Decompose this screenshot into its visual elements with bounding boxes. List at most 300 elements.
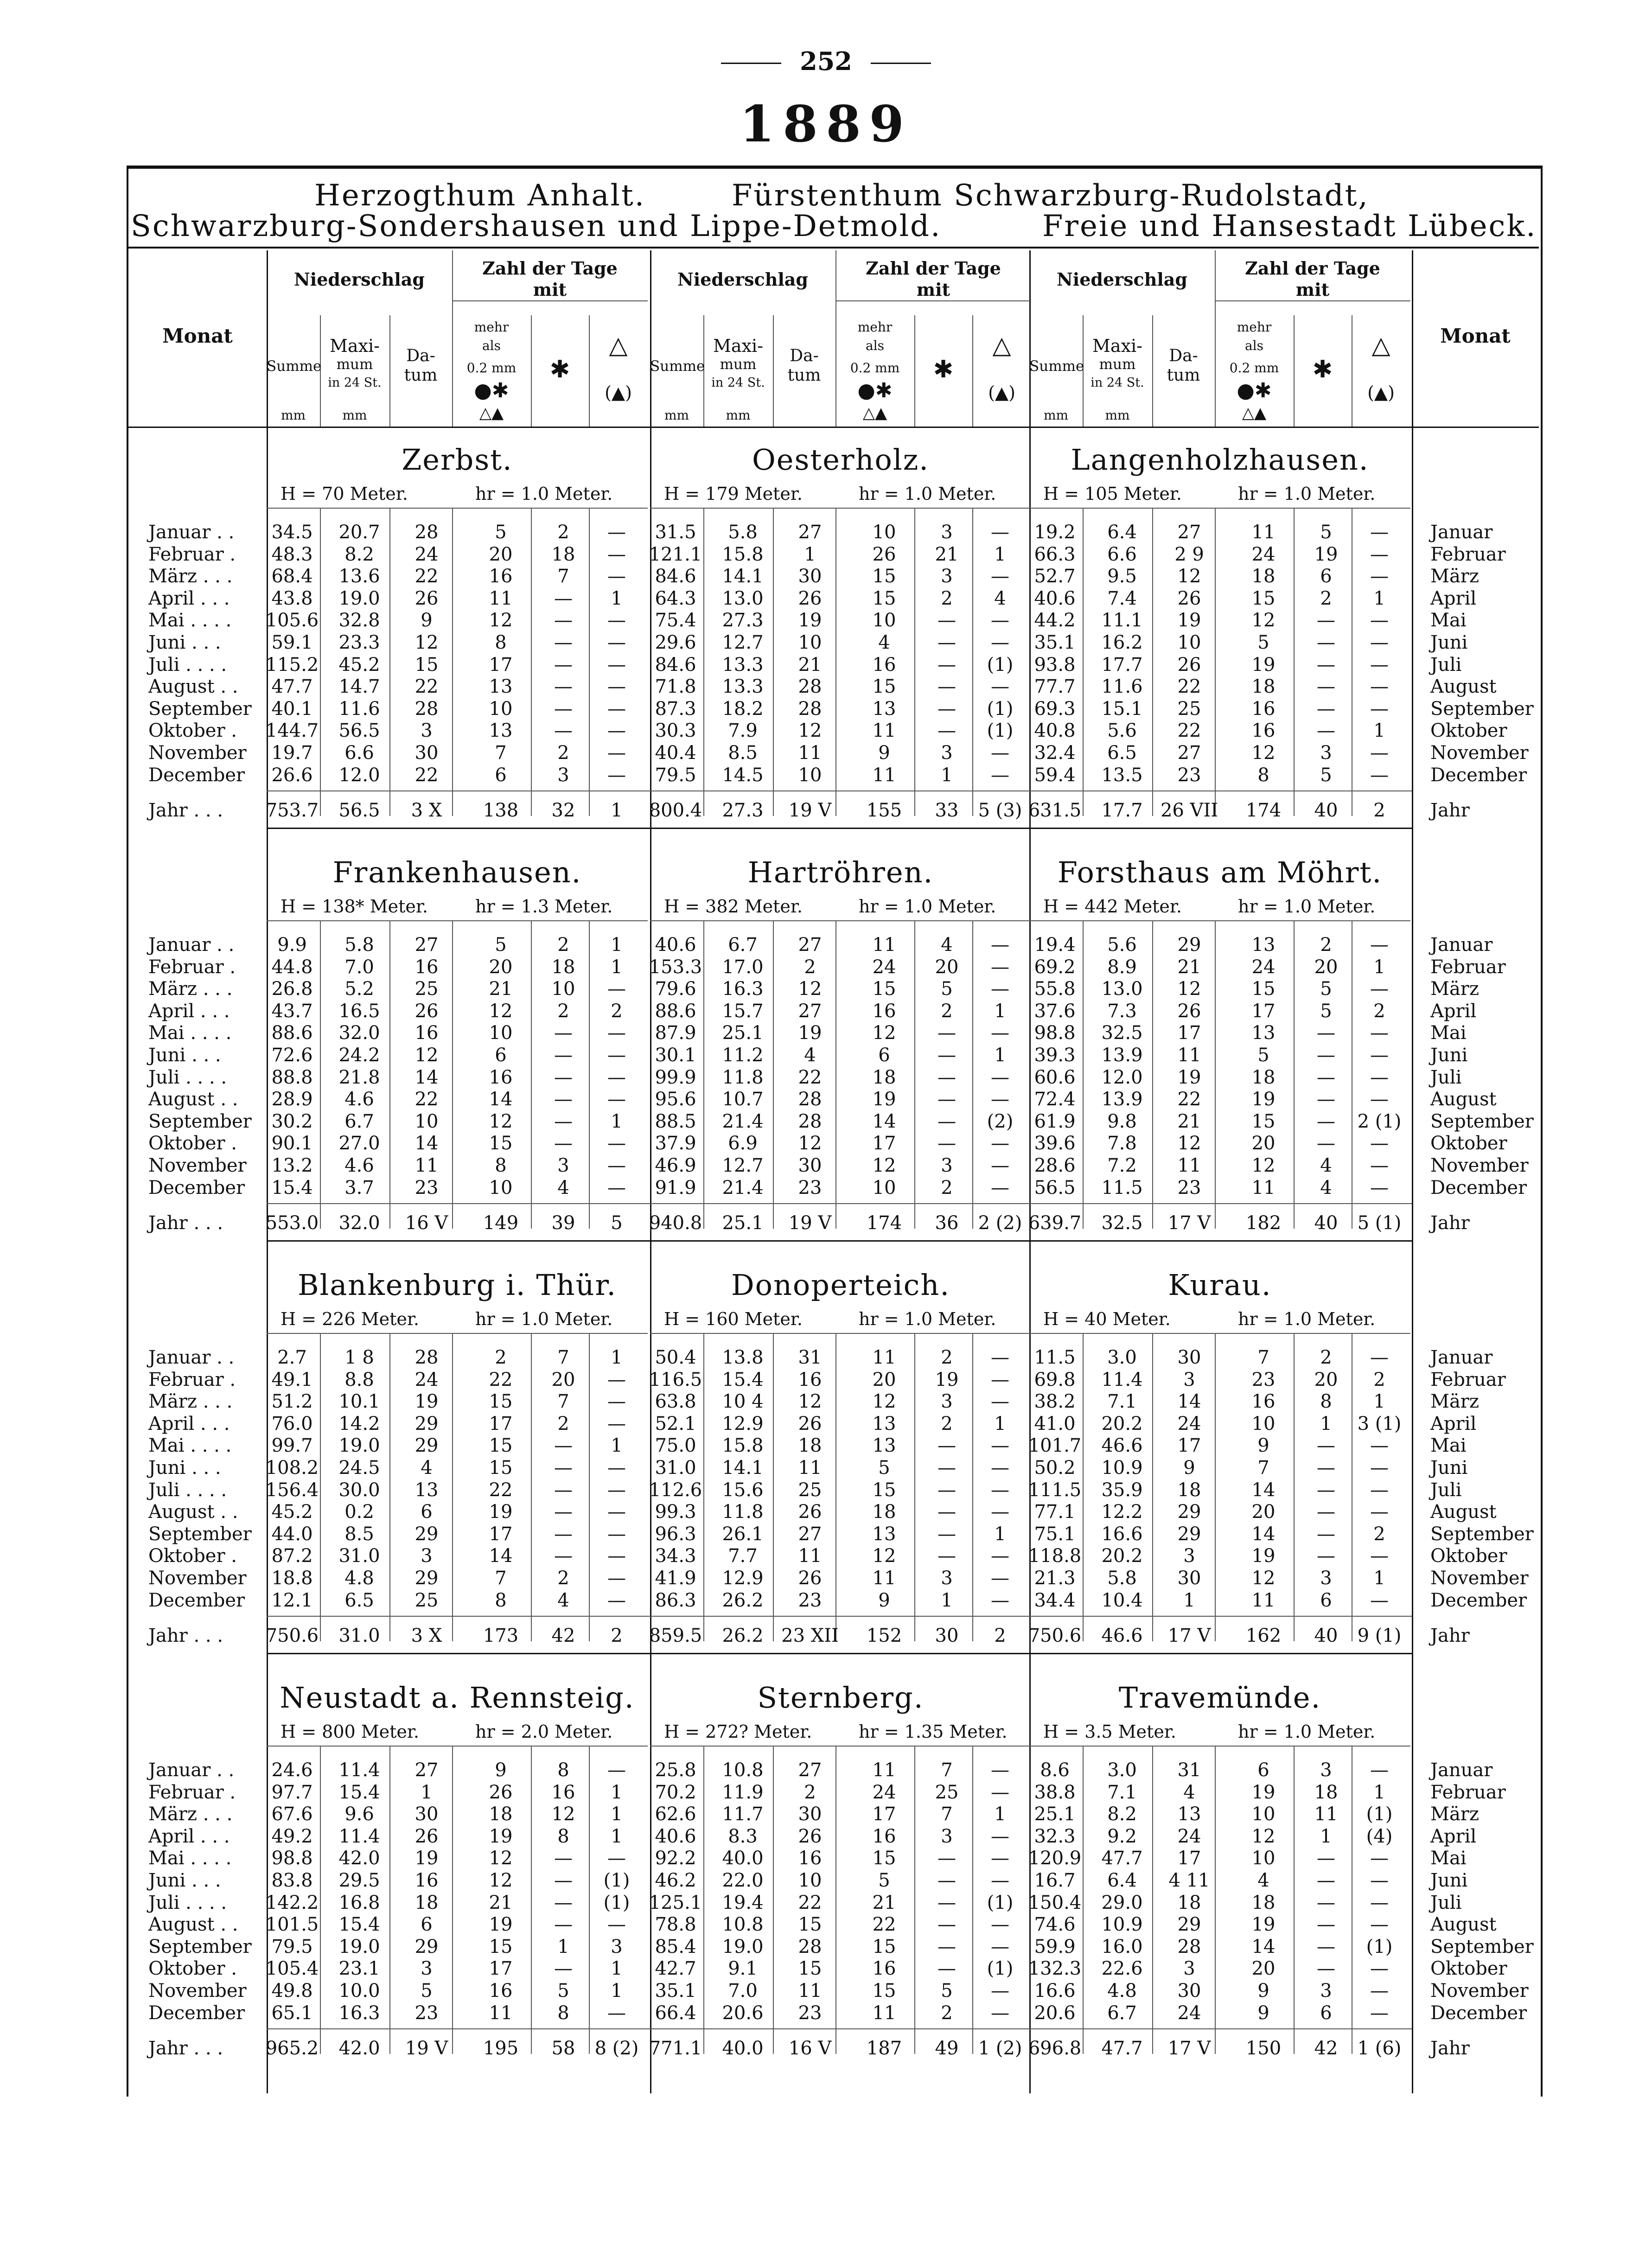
table-cell: 17 xyxy=(872,1133,896,1154)
table-cell: 11.1 xyxy=(1101,610,1143,631)
unit-mm-max: mm xyxy=(726,408,751,423)
table-cell: 19 xyxy=(489,1501,513,1523)
jahr-cell: 33 xyxy=(935,800,959,821)
table-cell: 3.0 xyxy=(1107,1760,1137,1781)
table-cell: 22 xyxy=(489,1479,513,1501)
table-cell: 38.2 xyxy=(1034,1391,1076,1413)
table-cell: 2 xyxy=(1320,934,1332,956)
als-header: als xyxy=(865,338,885,353)
jahr-cell: 26 VII xyxy=(1160,800,1218,821)
table-cell: 125.1 xyxy=(649,1892,702,1913)
jahr-cell: 32.0 xyxy=(338,1212,380,1234)
table-cell: 14 xyxy=(872,1110,896,1132)
table-cell: 6 xyxy=(878,1045,890,1066)
table-cell: 10 xyxy=(798,1870,822,1891)
table-cell: 50.4 xyxy=(655,1347,696,1368)
table-cell: 27 xyxy=(798,934,822,956)
table-cell: 76.0 xyxy=(271,1413,313,1434)
table-cell: 47.7 xyxy=(1101,1848,1143,1869)
table-cell: 26 xyxy=(415,1825,439,1847)
zahl-der-tage-header: Zahl der Tage xyxy=(866,258,1001,279)
table-cell: — xyxy=(607,632,626,653)
table-cell: 52.7 xyxy=(1034,566,1076,587)
table-cell: 120.9 xyxy=(1028,1848,1082,1869)
table-cell: 6.5 xyxy=(1107,742,1137,764)
table-cell: 12 xyxy=(1251,1155,1276,1176)
table-cell: 20.6 xyxy=(722,2002,764,2024)
table-cell: 3 xyxy=(941,1391,953,1413)
table-cell: — xyxy=(991,2002,1009,2024)
table-cell: 29.0 xyxy=(1101,1892,1143,1913)
table-cell: 87.2 xyxy=(271,1545,313,1567)
table-cell: — xyxy=(1370,1347,1389,1368)
table-cell: — xyxy=(1370,1177,1389,1198)
table-cell: 19 xyxy=(1251,1914,1276,1936)
table-cell: — xyxy=(991,978,1009,1000)
jahr-cell: 42 xyxy=(551,1625,575,1646)
table-cell: 68.4 xyxy=(271,566,313,587)
month-label: Juni . . . xyxy=(148,1457,221,1479)
table-cell: 99.3 xyxy=(655,1501,696,1523)
table-cell: 67.6 xyxy=(271,1804,313,1825)
table-cell: — xyxy=(991,1435,1009,1457)
table-cell: 51.2 xyxy=(271,1391,313,1413)
jahr-cell: 32 xyxy=(551,800,575,821)
month-label: Januar . . xyxy=(148,1347,235,1368)
table-cell: 12.0 xyxy=(1101,1066,1143,1088)
table-cell: 21 xyxy=(489,978,513,1000)
mehr-header: mehr xyxy=(1237,319,1272,335)
table-cell: — xyxy=(1370,698,1389,720)
rain-snow-icon: ●✱ xyxy=(857,379,893,402)
table-cell: 42.7 xyxy=(655,1958,696,1980)
jahr-cell: 58 xyxy=(551,2038,575,2059)
table-cell: 75.1 xyxy=(1034,1523,1076,1545)
month-label: Februar . xyxy=(148,1781,236,1803)
table-cell: (4) xyxy=(1366,1825,1393,1847)
table-cell: — xyxy=(554,1958,573,1980)
table-cell: — xyxy=(1370,1045,1389,1066)
table-cell: 11.7 xyxy=(722,1804,764,1825)
table-cell: 11 xyxy=(872,1568,896,1589)
table-cell: 16.5 xyxy=(338,1000,380,1022)
table-cell: 1 xyxy=(941,1589,953,1611)
table-cell: 9.1 xyxy=(728,1958,758,1980)
table-cell: — xyxy=(938,1110,956,1132)
table-cell: 2.7 xyxy=(277,1347,307,1368)
table-cell: — xyxy=(991,1545,1009,1567)
table-cell: 12 xyxy=(415,1045,439,1066)
table-cell: 105.4 xyxy=(265,1958,319,1980)
jahr-cell: 31.0 xyxy=(338,1625,380,1646)
table-cell: 17.0 xyxy=(722,956,764,978)
jahr-cell: 138 xyxy=(483,800,519,821)
table-cell: — xyxy=(607,1501,626,1523)
table-cell: 10.1 xyxy=(338,1391,380,1413)
table-cell: 15.1 xyxy=(1101,698,1143,720)
cell-divider xyxy=(1294,1333,1295,1641)
month-label-right: Oktober xyxy=(1430,1133,1507,1154)
table-cell: 8.2 xyxy=(1107,1804,1137,1825)
table-cell: 10 xyxy=(872,522,896,543)
table-cell: (1) xyxy=(987,698,1014,720)
table-cell: 30.2 xyxy=(271,1110,313,1132)
table-cell: 17 xyxy=(489,1523,513,1545)
table-cell: — xyxy=(1317,1110,1335,1132)
table-cell: 31.0 xyxy=(338,1545,380,1567)
jahr-cell: 40 xyxy=(1314,800,1338,821)
table-cell: 13 xyxy=(872,1435,896,1457)
station-name: Kurau. xyxy=(1168,1268,1272,1302)
table-cell: 18 xyxy=(1251,1066,1276,1088)
table-cell: 30 xyxy=(415,742,439,764)
cell-divider xyxy=(703,508,704,816)
block-separator xyxy=(267,1653,1412,1654)
table-cell: 26.1 xyxy=(722,1523,764,1545)
table-cell: 15 xyxy=(798,1914,822,1936)
table-cell: — xyxy=(991,742,1009,764)
month-label-right: Oktober xyxy=(1430,1958,1507,1980)
table-cell: 26 xyxy=(415,587,439,609)
table-cell: 16.2 xyxy=(1101,632,1143,653)
station-height: H = 382 Meter. xyxy=(664,896,803,917)
table-cell: 7 xyxy=(1257,1457,1269,1479)
table-cell: 14 xyxy=(415,1133,439,1154)
jahr-cell: 174 xyxy=(866,1212,902,1234)
table-cell: 24 xyxy=(872,956,896,978)
table-cell: 8.6 xyxy=(1040,1760,1070,1781)
table-cell: — xyxy=(938,720,956,742)
table-cell: 15 xyxy=(872,1479,896,1501)
month-label: April . . . xyxy=(148,1000,230,1022)
table-cell: 79.5 xyxy=(271,1936,313,1957)
table-cell: 6.7 xyxy=(1107,2002,1137,2024)
table-cell: 40.6 xyxy=(655,1825,696,1847)
table-cell: 2 xyxy=(557,934,569,956)
table-cell: 9.2 xyxy=(1107,1825,1137,1847)
rain-snow-icon: ●✱ xyxy=(1237,379,1272,402)
table-cell: — xyxy=(607,1589,626,1611)
table-cell: — xyxy=(554,1914,573,1936)
month-label: März . . . xyxy=(148,1804,233,1825)
table-cell: 3 xyxy=(611,1936,623,1957)
month-label-right: April xyxy=(1430,1825,1477,1847)
month-label: December xyxy=(148,764,245,786)
table-cell: 16 xyxy=(872,1000,896,1022)
mit-header: mit xyxy=(916,279,950,300)
table-cell: 18 xyxy=(551,956,575,978)
month-label: Juni . . . xyxy=(148,1045,221,1066)
table-cell: 11 xyxy=(1251,1589,1276,1611)
table-cell: 6.7 xyxy=(344,1110,374,1132)
table-cell: 23 xyxy=(415,2002,439,2024)
month-label-right: Mai xyxy=(1430,1435,1467,1457)
table-cell: — xyxy=(991,1781,1009,1803)
table-cell: 101.5 xyxy=(265,1914,319,1936)
table-cell: 11 xyxy=(872,2002,896,2024)
month-label: August . . xyxy=(148,676,238,698)
month-label: November xyxy=(148,1568,247,1589)
table-cell: — xyxy=(938,1066,956,1088)
table-cell: 2 xyxy=(941,1177,953,1198)
jahr-cell: 965.2 xyxy=(265,2038,319,2059)
header-rule xyxy=(128,247,1539,249)
table-cell: 31 xyxy=(798,1347,822,1368)
table-cell: 3 xyxy=(1320,742,1332,764)
table-cell: 77.7 xyxy=(1034,676,1076,698)
jahr-label-right: Jahr xyxy=(1430,800,1470,821)
da-header: Da- xyxy=(790,346,819,365)
table-cell: 4 xyxy=(557,1589,569,1611)
month-label: December xyxy=(148,2002,245,2024)
table-cell: 23 xyxy=(1251,1369,1276,1390)
cell-divider xyxy=(1294,508,1295,816)
table-cell: 60.6 xyxy=(1034,1066,1076,1088)
table-cell: 35.1 xyxy=(1034,632,1076,653)
table-cell: 24.6 xyxy=(271,1760,313,1781)
table-cell: 22 xyxy=(1177,720,1201,742)
table-cell: — xyxy=(1317,1523,1335,1545)
table-cell: 15 xyxy=(872,1848,896,1869)
table-cell: — xyxy=(991,764,1009,786)
table-cell: 12 xyxy=(415,632,439,653)
table-cell: 8.9 xyxy=(1107,956,1137,978)
table-cell: 5 xyxy=(421,1980,433,2002)
unit-mm-max: mm xyxy=(342,408,367,423)
table-cell: 29 xyxy=(415,1435,439,1457)
table-cell: 75.0 xyxy=(655,1435,696,1457)
table-cell: 8.8 xyxy=(344,1369,374,1390)
table-cell: 17 xyxy=(1177,1435,1201,1457)
table-cell: 22 xyxy=(1177,1089,1201,1110)
table-cell: 29 xyxy=(415,1413,439,1434)
table-cell: 12.2 xyxy=(1101,1501,1143,1523)
table-cell: 12 xyxy=(1251,742,1276,764)
month-label-right: März xyxy=(1430,566,1479,587)
table-cell: — xyxy=(938,1545,956,1567)
table-cell: 5.8 xyxy=(1107,1568,1137,1589)
table-cell: 13.9 xyxy=(1101,1089,1143,1110)
table-cell: 90.1 xyxy=(271,1133,313,1154)
table-cell: 23 xyxy=(1177,1177,1201,1198)
table-cell: 16.0 xyxy=(1101,1936,1143,1957)
jahr-cell: 162 xyxy=(1245,1625,1282,1646)
station-header-rule xyxy=(267,920,648,921)
subheader-rule xyxy=(836,300,1031,301)
table-cell: — xyxy=(1370,978,1389,1000)
table-cell: 3 xyxy=(1320,1980,1332,2002)
da-header: Da- xyxy=(406,346,435,365)
table-cell: — xyxy=(1317,1848,1335,1869)
table-cell: 7 xyxy=(941,1804,953,1825)
table-cell: 31.0 xyxy=(655,1457,696,1479)
table-cell: — xyxy=(607,1914,626,1936)
bottom-symbols-icon: △▲ xyxy=(1242,404,1267,422)
table-cell: 1 xyxy=(994,1000,1006,1022)
station-name: Oesterholz. xyxy=(752,443,930,477)
table-cell: 4 xyxy=(878,632,890,653)
jahr-cell: 19 V xyxy=(788,800,832,821)
table-cell: 99.7 xyxy=(271,1435,313,1457)
table-cell: 16 xyxy=(415,956,439,978)
table-cell: — xyxy=(1317,720,1335,742)
table-cell: 3 xyxy=(1183,1545,1195,1567)
month-label: Juni . . . xyxy=(148,1870,221,1891)
table-cell: 14 xyxy=(489,1545,513,1567)
table-cell: — xyxy=(607,522,626,543)
table-cell: 12 xyxy=(798,1391,822,1413)
table-cell: 10 xyxy=(1251,1804,1276,1825)
table-cell: 6 xyxy=(1257,1760,1269,1781)
month-label: December xyxy=(148,1177,245,1198)
table-cell: 27.0 xyxy=(338,1133,380,1154)
table-cell: 26 xyxy=(798,1501,822,1523)
table-cell: 19.0 xyxy=(338,587,380,609)
jahr-cell: 17.7 xyxy=(1101,800,1143,821)
table-cell: 11 xyxy=(872,720,896,742)
table-cell: — xyxy=(991,1914,1009,1936)
table-cell: — xyxy=(1370,1545,1389,1567)
table-cell: (1) xyxy=(987,1892,1014,1913)
table-cell: — xyxy=(554,1066,573,1088)
table-cell: 11.4 xyxy=(338,1760,380,1781)
jahr-rule xyxy=(267,1616,1412,1617)
table-cell: — xyxy=(554,1435,573,1457)
hail-icon: △ xyxy=(992,332,1011,359)
table-cell: 78.8 xyxy=(655,1914,696,1936)
station-hr: hr = 1.0 Meter. xyxy=(1238,1309,1376,1329)
table-cell: 116.5 xyxy=(649,1369,702,1390)
table-cell: 1 8 xyxy=(344,1347,374,1368)
table-cell: — xyxy=(1370,1892,1389,1913)
month-label-right: Januar xyxy=(1430,522,1493,543)
table-cell: 6.5 xyxy=(344,1589,374,1611)
mm02-header: 0.2 mm xyxy=(850,360,900,376)
table-cell: 13.3 xyxy=(722,676,764,698)
table-cell: — xyxy=(1370,934,1389,956)
jahr-label-right: Jahr xyxy=(1430,1212,1470,1234)
table-cell: 14 xyxy=(415,1066,439,1088)
table-cell: 12.7 xyxy=(722,632,764,653)
table-cell: 86.3 xyxy=(655,1589,696,1611)
month-label: Mai . . . . xyxy=(148,1022,232,1044)
table-cell: 24.2 xyxy=(338,1045,380,1066)
table-cell: 24 xyxy=(415,543,439,565)
table-cell: 13 xyxy=(415,1479,439,1501)
station-hr: hr = 2.0 Meter. xyxy=(475,1721,613,1742)
table-cell: 14 xyxy=(1251,1523,1276,1545)
table-cell: 22 xyxy=(798,1892,822,1913)
table-cell: 26 xyxy=(1177,1000,1201,1022)
table-cell: 24 xyxy=(1251,956,1276,978)
table-cell: 3 xyxy=(421,1958,433,1980)
table-cell: 6.6 xyxy=(344,742,374,764)
station-name: Neustadt a. Rennsteig. xyxy=(280,1681,635,1715)
table-cell: 20 xyxy=(489,543,513,565)
table-cell: 105.6 xyxy=(265,610,319,631)
table-cell: 15 xyxy=(872,1980,896,2002)
table-cell: 1 xyxy=(994,1804,1006,1825)
table-cell: 32.4 xyxy=(1034,742,1076,764)
month-label-right: November xyxy=(1430,1568,1529,1589)
jahr-cell: 182 xyxy=(1245,1212,1282,1234)
table-cell: 24 xyxy=(415,1369,439,1390)
table-cell: 16 xyxy=(489,566,513,587)
table-cell: 12 xyxy=(551,1804,575,1825)
table-cell: 10 xyxy=(872,1177,896,1198)
table-cell: 8 xyxy=(557,1825,569,1847)
table-cell: — xyxy=(1370,2002,1389,2024)
table-cell: 30.3 xyxy=(655,720,696,742)
table-cell: 56.5 xyxy=(1034,1177,1076,1198)
jahr-cell: 23 XII xyxy=(781,1625,839,1646)
table-cell: 13 xyxy=(872,1413,896,1434)
table-cell: 16 xyxy=(872,1958,896,1980)
jahr-cell: 1 xyxy=(611,800,623,821)
table-cell: — xyxy=(991,1980,1009,2002)
table-cell: 12.9 xyxy=(722,1568,764,1589)
table-cell: 15 xyxy=(798,1958,822,1980)
table-cell: 95.6 xyxy=(655,1089,696,1110)
table-cell: 61.9 xyxy=(1034,1110,1076,1132)
hail-paren-icon: (▲) xyxy=(605,382,632,403)
month-label-right: Juli xyxy=(1430,654,1462,676)
table-cell: 18.2 xyxy=(722,698,764,720)
month-label: Januar . . xyxy=(148,522,235,543)
table-cell: — xyxy=(1317,1457,1335,1479)
table-cell: 144.7 xyxy=(265,720,319,742)
jahr-cell: 39 xyxy=(551,1212,575,1234)
table-cell: 92.2 xyxy=(655,1848,696,1869)
table-cell: 26 xyxy=(798,1825,822,1847)
table-cell: — xyxy=(1317,1914,1335,1936)
jahr-cell: 174 xyxy=(1245,800,1282,821)
table-cell: 5 xyxy=(941,1980,953,2002)
mum-header: mum xyxy=(1099,356,1136,373)
table-cell: — xyxy=(1317,1045,1335,1066)
station-hr: hr = 1.0 Meter. xyxy=(859,896,996,917)
table-cell: 4 11 xyxy=(1168,1870,1210,1891)
table-cell: 25.8 xyxy=(655,1760,696,1781)
table-cell: — xyxy=(938,1936,956,1957)
table-cell: 12 xyxy=(1251,1825,1276,1847)
table-cell: 1 xyxy=(1373,1781,1385,1803)
table-cell: 3 xyxy=(1320,1568,1332,1589)
table-cell: — xyxy=(607,2002,626,2024)
table-cell: 30 xyxy=(415,1804,439,1825)
month-label-right: September xyxy=(1430,1523,1534,1545)
table-cell: — xyxy=(607,1022,626,1044)
table-cell: 22.6 xyxy=(1101,1958,1143,1980)
summe-header: Summe xyxy=(1029,358,1084,375)
month-label-right: Februar xyxy=(1430,956,1506,978)
table-cell: 46.2 xyxy=(655,1870,696,1891)
table-cell: 1 xyxy=(1373,956,1385,978)
month-label-right: Januar xyxy=(1430,1347,1493,1368)
table-cell: — xyxy=(1370,1848,1389,1869)
table-cell: — xyxy=(554,1848,573,1869)
table-cell: 19.7 xyxy=(271,742,313,764)
block-separator xyxy=(267,1240,1412,1242)
month-label: Februar . xyxy=(148,543,236,565)
table-cell: — xyxy=(938,1457,956,1479)
table-cell: 3 xyxy=(941,1825,953,1847)
table-cell: 12 xyxy=(1177,566,1201,587)
station-height: H = 105 Meter. xyxy=(1043,484,1182,504)
table-cell: 7.8 xyxy=(1107,1133,1137,1154)
table-cell: — xyxy=(607,676,626,698)
table-cell: 69.2 xyxy=(1034,956,1076,978)
